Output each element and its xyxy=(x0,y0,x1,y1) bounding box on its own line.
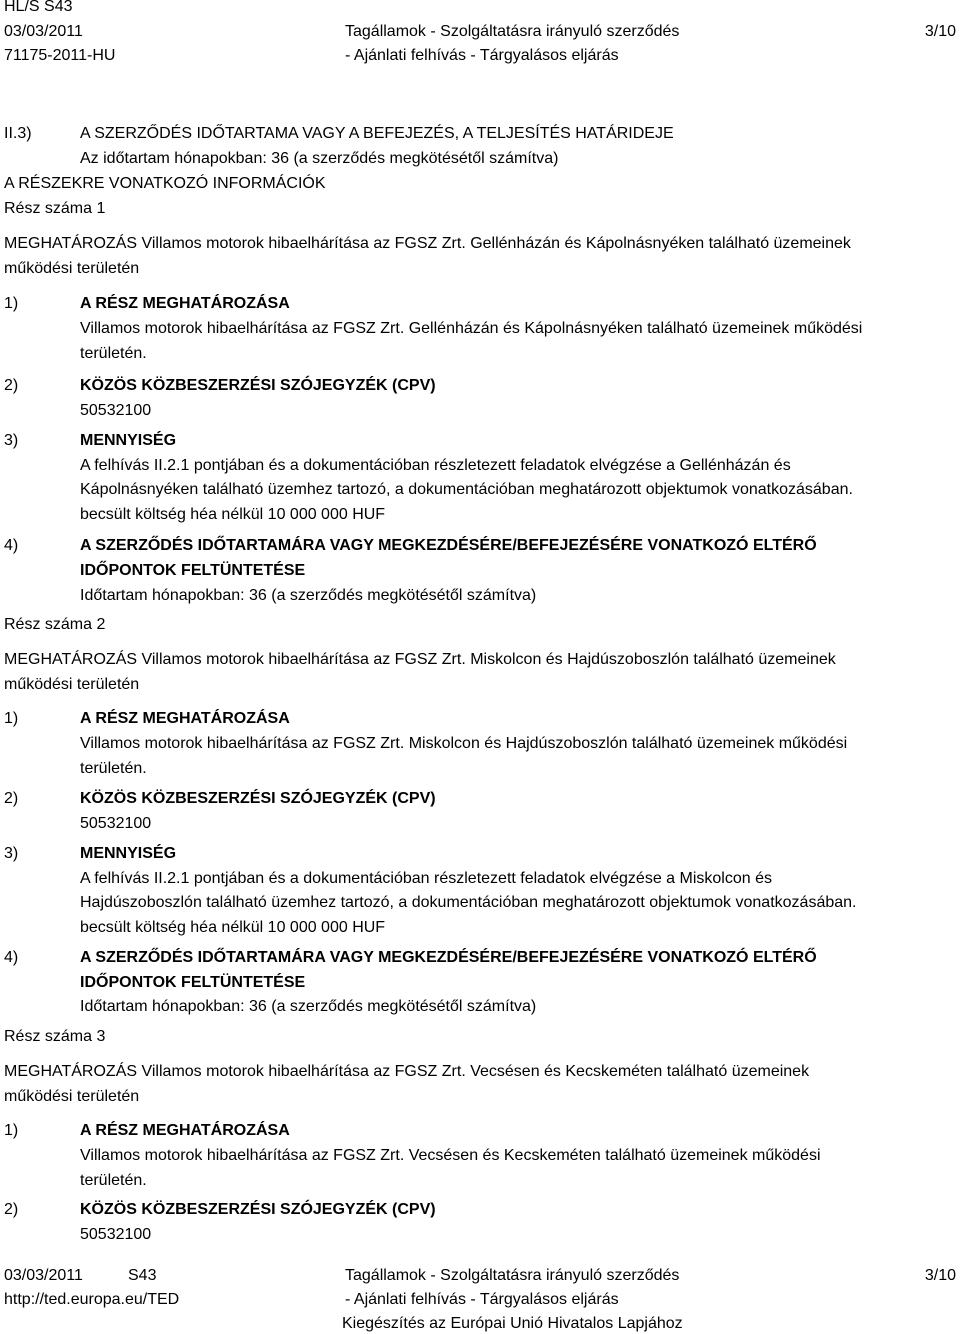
item-text-line1: Villamos motorok hibaelhárítása az FGSZ Zrt. Gellénházán és Kápolnásnyéken található üzemeinek működési xyxy=(80,320,863,337)
item-title-line1: A SZERZŐDÉS IDŐTARTAMÁRA VAGY MEGKEZDÉSÉRE/BEFEJEZÉSÉRE VONATKOZÓ ELTÉRŐ xyxy=(80,537,817,554)
item-text-line2: Hajdúszoboszlón található üzemhez tartozó, a dokumentációban meghatározott objektumok vonatkozásában. xyxy=(80,894,857,911)
lot-definition-line1: MEGHATÁROZÁS Villamos motorok hibaelhárítása az FGSZ Zrt. Gellénházán és Kápolnásnyéken található üzemeinek xyxy=(4,235,851,252)
footer-page-number: 3/10 xyxy=(924,1267,956,1284)
item-title: MENNYISÉG xyxy=(80,845,177,862)
footer-title-line2: - Ajánlati felhívás - Tárgyalásos eljárás xyxy=(345,1291,619,1308)
header-title-line1: Tagállamok - Szolgáltatásra irányuló szerződés xyxy=(345,23,680,40)
header-reference: 71175-2011-HU xyxy=(4,47,116,64)
item-number: 1) xyxy=(4,295,19,312)
estimated-cost: becsült költség héa nélkül 10 000 000 HUF xyxy=(80,919,386,936)
lot-number: Rész száma 1 xyxy=(4,200,106,217)
footer-date: 03/03/2011 xyxy=(4,1267,83,1284)
item-number: 1) xyxy=(4,710,19,727)
item-title: MENNYISÉG xyxy=(80,432,177,449)
item-title: A RÉSZ MEGHATÁROZÁSA xyxy=(80,295,290,312)
section-number: II.3) xyxy=(4,125,32,142)
lot-number: Rész száma 2 xyxy=(4,616,106,633)
footer-title-line3: Kiegészítés az Európai Unió Hivatalos Lapjához xyxy=(342,1315,683,1332)
header-page-number: 3/10 xyxy=(924,23,956,40)
item-title: A RÉSZ MEGHATÁROZÁSA xyxy=(80,1122,290,1139)
item-text-line1: A felhívás II.2.1 pontjában és a dokumentációban részletezett feladatok elvégzése a Gellénházán és xyxy=(80,457,791,474)
item-text-line1: Villamos motorok hibaelhárítása az FGSZ Zrt. Miskolcon és Hajdúszoboszlón található üzemeinek működési xyxy=(80,735,848,752)
item-duration: Időtartam hónapokban: 36 (a szerződés megkötésétől számítva) xyxy=(80,998,537,1015)
cpv-code: 50532100 xyxy=(80,1226,152,1243)
section-duration: Az időtartam hónapokban: 36 (a szerződés megkötésétől számítva) xyxy=(80,150,559,167)
item-title: KÖZÖS KÖZBESZERZÉSI SZÓJEGYZÉK (CPV) xyxy=(80,790,436,807)
estimated-cost: becsült költség héa nélkül 10 000 000 HUF xyxy=(80,506,386,523)
item-title: KÖZÖS KÖZBESZERZÉSI SZÓJEGYZÉK (CPV) xyxy=(80,377,436,394)
lot-number: Rész száma 3 xyxy=(4,1028,106,1045)
lot-definition-line1: MEGHATÁROZÁS Villamos motorok hibaelhárítása az FGSZ Zrt. Vecsésen és Kecskeméten található üzemeinek xyxy=(4,1063,810,1080)
item-number: 2) xyxy=(4,790,19,807)
item-text-line1: Villamos motorok hibaelhárítása az FGSZ Zrt. Vecsésen és Kecskeméten található üzemeinek működési xyxy=(80,1147,821,1164)
item-title-line2: IDŐPONTOK FELTÜNTETÉSE xyxy=(80,562,306,579)
item-number: 3) xyxy=(4,432,19,449)
lot-definition-line1: MEGHATÁROZÁS Villamos motorok hibaelhárítása az FGSZ Zrt. Miskolcon és Hajdúszoboszlón található üzemeinek xyxy=(4,651,836,668)
item-duration: Időtartam hónapokban: 36 (a szerződés megkötésétől számítva) xyxy=(80,587,537,604)
item-text-line2: területén. xyxy=(80,1172,147,1189)
lot-definition-line2: működési területén xyxy=(4,1088,140,1105)
item-title: A RÉSZ MEGHATÁROZÁSA xyxy=(80,710,290,727)
item-number: 3) xyxy=(4,845,19,862)
lots-heading: A RÉSZEKRE VONATKOZÓ INFORMÁCIÓK xyxy=(4,175,326,192)
header-date: 03/03/2011 xyxy=(4,23,83,40)
item-number: 4) xyxy=(4,949,19,966)
footer-title-line1: Tagállamok - Szolgáltatásra irányuló szerződés xyxy=(345,1267,680,1284)
item-title: KÖZÖS KÖZBESZERZÉSI SZÓJEGYZÉK (CPV) xyxy=(80,1201,436,1218)
item-title-line1: A SZERZŐDÉS IDŐTARTAMÁRA VAGY MEGKEZDÉSÉRE/BEFEJEZÉSÉRE VONATKOZÓ ELTÉRŐ xyxy=(80,949,817,966)
item-title-line2: IDŐPONTOK FELTÜNTETÉSE xyxy=(80,974,306,991)
lot-definition-line2: működési területén xyxy=(4,260,140,277)
header-title-line2: - Ajánlati felhívás - Tárgyalásos eljárás xyxy=(345,47,619,64)
item-text-line2: területén. xyxy=(80,345,147,362)
header-series: HL/S S43 xyxy=(4,0,73,15)
item-number: 4) xyxy=(4,537,19,554)
item-text-line2: területén. xyxy=(80,760,147,777)
item-number: 2) xyxy=(4,1201,19,1218)
lot-definition-line2: működési területén xyxy=(4,676,140,693)
cpv-code: 50532100 xyxy=(80,402,152,419)
footer-series: S43 xyxy=(128,1267,157,1284)
cpv-code: 50532100 xyxy=(80,815,152,832)
footer-url-link[interactable]: http://ted.europa.eu/TED xyxy=(4,1291,180,1308)
item-number: 1) xyxy=(4,1122,19,1139)
item-number: 2) xyxy=(4,377,19,394)
item-text-line1: A felhívás II.2.1 pontjában és a dokumentációban részletezett feladatok elvégzése a Miskolcon és xyxy=(80,870,772,887)
section-heading: A SZERZŐDÉS IDŐTARTAMA VAGY A BEFEJEZÉS, A TELJESÍTÉS HATÁRIDEJE xyxy=(80,125,674,142)
item-text-line2: Kápolnásnyéken található üzemhez tartozó, a dokumentációban meghatározott objektumok vonatkozásában. xyxy=(80,481,853,498)
